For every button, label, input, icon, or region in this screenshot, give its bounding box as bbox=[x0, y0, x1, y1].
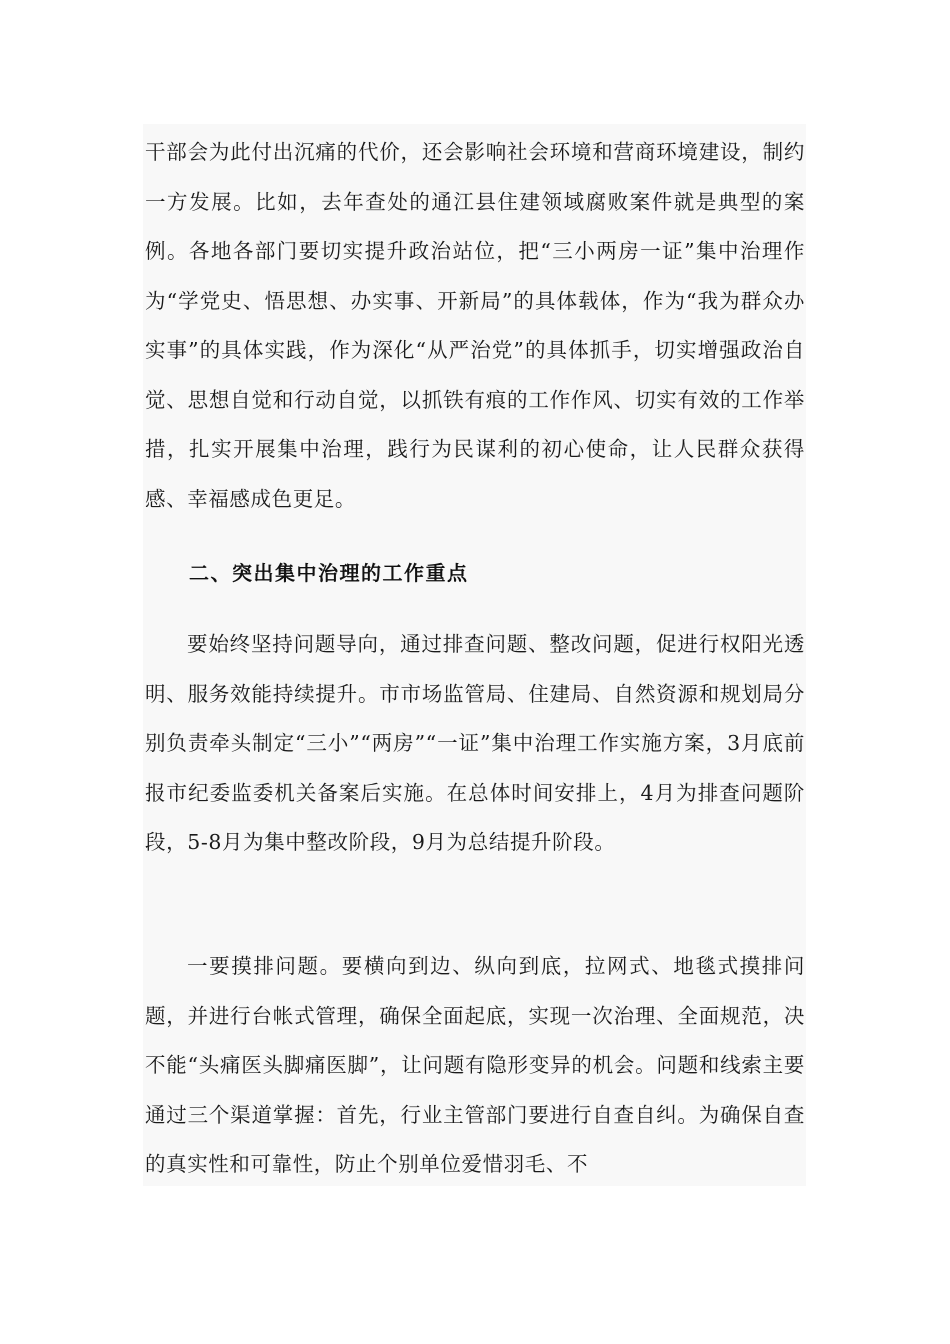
body-paragraph: 一要摸排问题。要横向到边、纵向到底，拉网式、地毯式摸排问题，并进行台帐式管理，确保全面起底，实现一次治理、全面规范，决不能“头痛医头脚痛医脚”，让问题有隐形变异的机会。问题和线索主要通过三个渠道掌握：首先，行业主管部门要进行自查自纠。为确保自查的真实性和可靠性，防止个别单位爱惜羽毛、不 bbox=[145, 954, 805, 1176]
body-paragraph: 要始终坚持问题导向，通过排查问题、整改问题，促进行权阳光透明、服务效能持续提升。市市场监管局、住建局、自然资源和规划局分别负责牵头制定“三小”“两房”“一证”集中治理工作实施方案，3月底前报市纪委监委机关备案后实施。在总体时间安排上，4月为排查问题阶段，5-8月为集中整改阶段，9月为总结提升阶段。 bbox=[145, 632, 805, 854]
body-paragraph: 干部会为此付出沉痛的代价，还会影响社会环境和营商环境建设，制约一方发展。比如，去年查处的通江县住建领域腐败案件就是典型的案例。各地各部门要切实提升政治站位，把“三小两房一证”集中治理作为“学党史、悟思想、办实事、开新局”的具体载体，作为“我为群众办实事”的具体实践，作为深化“从严治党”的具体抓手，切实增强政治自觉、思想自觉和行动自觉，以抓铁有痕的工作作风、切实有效的工作举措，扎实开展集中治理，践行为民谋利的初心使命，让人民群众获得感、幸福感成色更足。 bbox=[145, 140, 805, 511]
section-heading: 二、突出集中治理的工作重点 bbox=[189, 561, 469, 585]
